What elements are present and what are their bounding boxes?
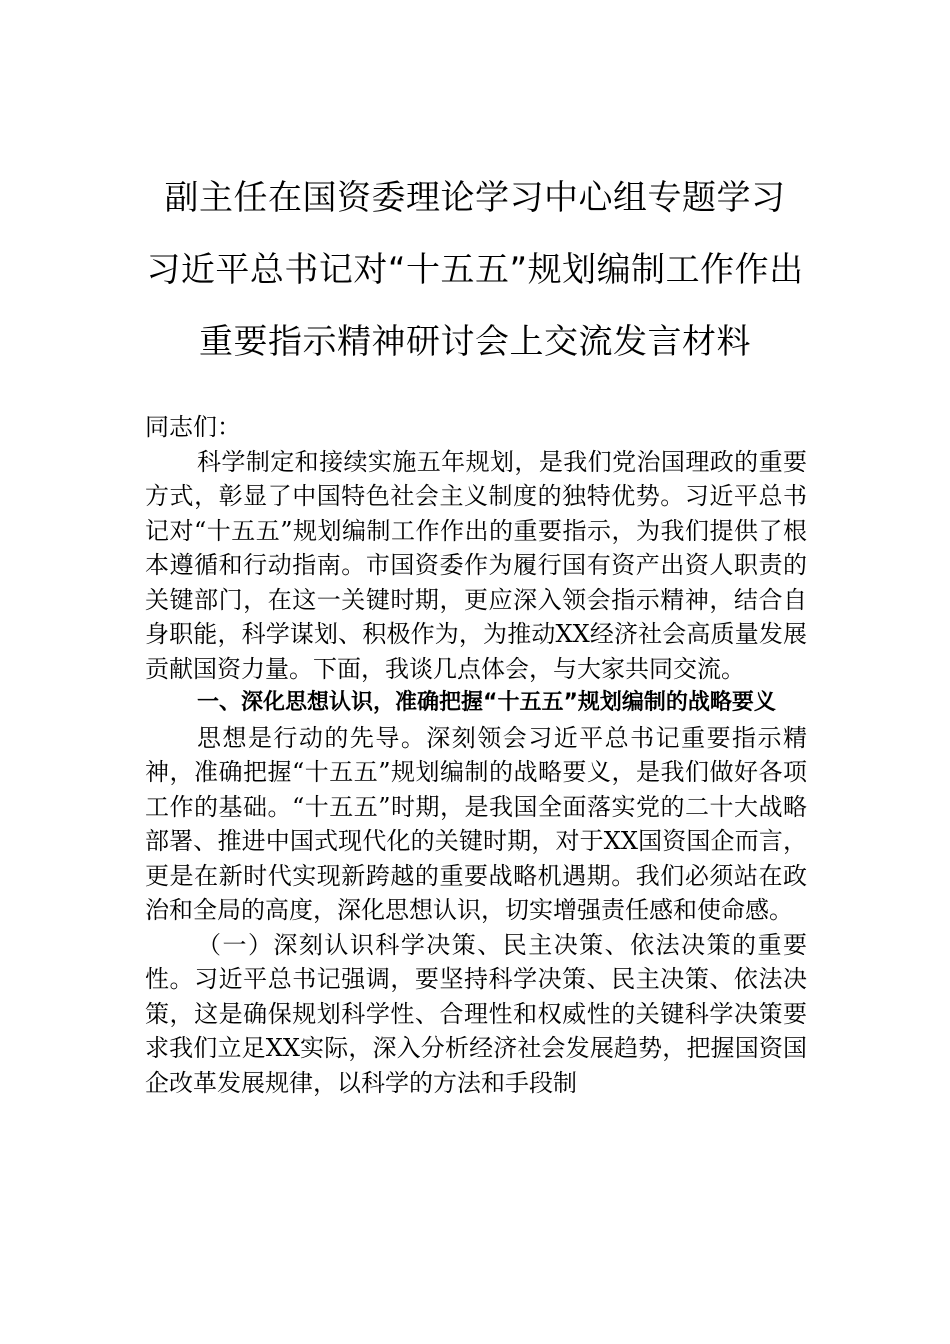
title-line-3: 重要指示精神研讨会上交流发言材料	[199, 322, 751, 362]
title-line-2: 习近平总书记对“十五五”规划编制工作作出	[146, 250, 804, 290]
salutation: 同志们：	[145, 413, 241, 441]
title-line-1: 副主任在国资委理论学习中心组专题学习	[164, 178, 786, 218]
subsection-1-paragraph: （一）深刻认识科学决策、民主决策、依法决策的重要性。习近平总书记强调，要坚持科学决策、民主决策、依法决策，这是确保规划科学性、合理性和权威性的关键科学决策要求我们立足XX实际，深入分析经济社会发展趋势，把握国资国企改革发展规律，以科学的方法和手段制	[145, 930, 807, 1097]
intro-paragraph: 科学制定和接续实施五年规划，是我们党治国理政的重要方式，彰显了中国特色社会主义制度的独特优势。习近平总书记对“十五五”规划编制工作作出的重要指示，为我们提供了根本遵循和行动指南。市国资委作为履行国有资产出资人职责的关键部门，在这一关键时期，更应深入领会指示精神，结合自身职能，科学谋划、积极作为，为推动XX经济社会高质量发展贡献国资力量。下面，我谈几点体会，与大家共同交流。	[145, 447, 807, 683]
document-body	[145, 410, 807, 1100]
section-1-paragraph: 思想是行动的先导。深刻领会习近平总书记重要指示精神，准确把握“十五五”规划编制的战略要义，是我们做好各项工作的基础。“十五五”时期，是我国全面落实党的二十大战略部署、推进中国式现代化的关键时期，对于XX国资国企而言，更是在新时代实现新跨越的重要战略机遇期。我们必须站在政治和全局的高度，深化思想认识，切实增强责任感和使命感。	[145, 723, 807, 924]
section-heading-1: 一、深化思想认识，准确把握“十五五”规划编制的战略要义	[197, 690, 776, 715]
document-title	[120, 162, 830, 378]
